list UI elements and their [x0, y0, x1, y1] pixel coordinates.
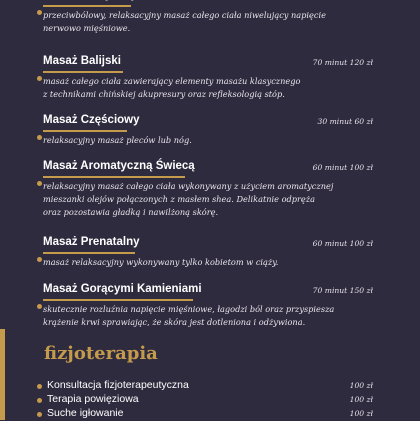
item-description: skutecznie rozluźnia napięcie mięśniowe, łagodzi ból oraz przyspiesza krążenie krwi sprawiając, że skóra jest dotleniona i odżywiona. [43, 304, 335, 327]
bullet-dot [37, 76, 42, 81]
list-item-terapia-powieziowa [37, 393, 373, 407]
section-title-fizjoterapia: fizjoterapia [44, 343, 158, 364]
item-description: przeciwbólowy, relaksacyjny masaż całego ciała niwelujący napięcie nerwowo mięśniowe. [43, 10, 326, 33]
item-description: relaksacyjny masaż całego ciała wykonywany z użyciem aromatycznej mieszanki olejów połączonych z masłem shea. Delikatnie odpręża oraz pozostawia gładką i nawilżoną skórę. [43, 181, 334, 217]
item-name: Suche igłowanie [47, 407, 124, 419]
bullet-dot [37, 10, 42, 15]
item-price: 70 minut 120 zł [312, 58, 373, 67]
bullet-dot [37, 135, 42, 140]
bullet-dot [37, 257, 42, 262]
item-name: Masaż Aromatyczną Świecą [43, 160, 195, 172]
list-item-konsultacja [37, 379, 373, 393]
item-price: 100 zł [349, 409, 373, 418]
item-price: 30 minut 60 zł [317, 117, 373, 126]
name-underline [43, 5, 131, 7]
item-price [313, 0, 373, 1]
bullet-dot [37, 304, 42, 309]
item-price: 60 minut 100 zł [312, 163, 373, 172]
item-name [43, 0, 137, 1]
menu-item-goracymi-kamieniami [37, 283, 373, 327]
item-name: Terapia powięziowa [47, 393, 139, 405]
name-underline [43, 299, 193, 301]
item-name: Masaż Gorącymi Kamieniami [43, 283, 202, 295]
item-price: 100 zł [349, 381, 373, 390]
item-name: Konsultacja fizjoterapeutyczna [47, 379, 189, 391]
name-underline [43, 130, 127, 132]
list-item-suche-iglowanie [37, 407, 373, 421]
item-description: relaksacyjny masaż pleców lub nóg. [43, 135, 192, 145]
menu-item-aromatyczna-swieca [37, 160, 373, 217]
item-price: 70 minut 150 zł [312, 286, 373, 295]
item-price: 100 zł [349, 395, 373, 404]
accent-bar [0, 329, 5, 420]
bullet-dot [37, 384, 42, 389]
bullet-dot [37, 412, 42, 417]
menu-item-klasyczny [37, 0, 373, 33]
item-price: 60 minut 100 zł [312, 239, 373, 248]
menu-item-balijski [37, 55, 373, 99]
item-name: Masaż Balijski [43, 55, 121, 67]
name-underline [43, 176, 185, 178]
name-underline [43, 252, 135, 254]
item-description: masaż całego ciała zawierający elementy masażu klasycznego z technikami chińskiej akupresury oraz refleksologią stóp. [43, 76, 301, 99]
item-description: masaż relaksacyjny wykonywany tylko kobietom w ciąży. [43, 257, 279, 267]
item-name: Masaż Częściowy [43, 114, 140, 126]
name-underline [43, 71, 123, 73]
menu-item-czesciowy [37, 114, 373, 145]
bullet-dot [37, 181, 42, 186]
menu-item-prenatalny [37, 236, 373, 267]
bullet-dot [37, 398, 42, 403]
item-name: Masaż Prenatalny [43, 236, 140, 248]
